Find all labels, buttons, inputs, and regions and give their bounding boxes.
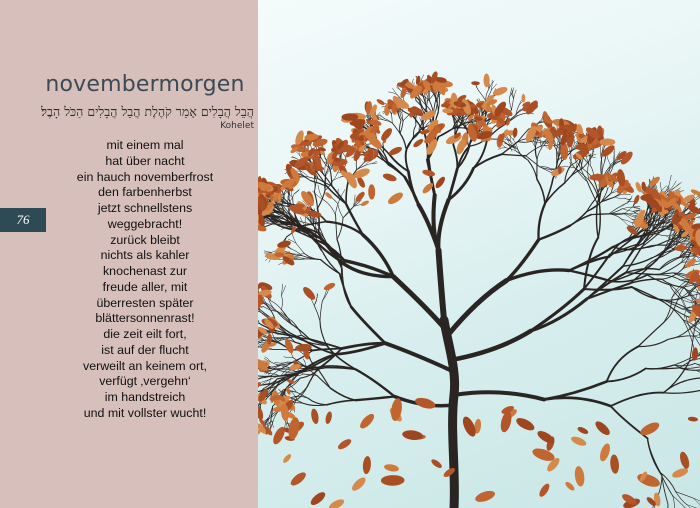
branch bbox=[438, 200, 448, 250]
poem-line: verfügt ‚vergehn‘ bbox=[99, 374, 191, 389]
branch bbox=[510, 97, 512, 110]
branch bbox=[330, 388, 355, 400]
branch bbox=[575, 168, 589, 180]
leaf bbox=[636, 471, 662, 489]
leaf bbox=[564, 480, 576, 492]
branch bbox=[438, 96, 439, 112]
branch bbox=[570, 212, 587, 226]
leaf bbox=[430, 458, 443, 470]
leaf bbox=[328, 497, 346, 508]
tree-photo bbox=[258, 0, 700, 508]
branch bbox=[676, 492, 694, 499]
branch bbox=[320, 301, 322, 321]
leaf bbox=[323, 281, 336, 291]
branch bbox=[587, 283, 630, 299]
branch bbox=[392, 114, 393, 123]
branch bbox=[589, 152, 590, 164]
branch bbox=[406, 137, 413, 150]
poem-line: blättersonnenrast! bbox=[95, 311, 195, 326]
leaf bbox=[483, 73, 489, 87]
epigraph-attribution: Kohelet bbox=[220, 121, 254, 131]
branch bbox=[271, 301, 282, 310]
branch bbox=[313, 349, 342, 351]
branch bbox=[336, 215, 337, 239]
poem-line: hat über nacht bbox=[105, 153, 185, 168]
poem-line: knochenast zur bbox=[102, 264, 188, 278]
tree-trunk bbox=[444, 320, 455, 508]
leaf bbox=[474, 489, 496, 504]
branch bbox=[294, 190, 299, 194]
leaf bbox=[434, 175, 447, 189]
branch bbox=[528, 160, 537, 179]
branch bbox=[292, 233, 296, 243]
branch bbox=[384, 119, 392, 124]
branch bbox=[491, 80, 492, 90]
branch bbox=[308, 398, 327, 405]
branch bbox=[356, 397, 395, 401]
leaf bbox=[577, 426, 590, 436]
branch bbox=[327, 400, 356, 405]
leaf bbox=[289, 470, 308, 488]
branch bbox=[512, 99, 514, 110]
poem-line: nichts als kahler bbox=[100, 248, 190, 263]
poem-line: weggebracht! bbox=[107, 216, 183, 231]
branch bbox=[392, 123, 400, 134]
poem-line: verweilt an keinem ort, bbox=[83, 358, 207, 373]
branch bbox=[663, 296, 688, 300]
branch bbox=[539, 226, 570, 240]
branch bbox=[534, 138, 544, 142]
branch bbox=[278, 203, 284, 208]
branch bbox=[622, 219, 632, 223]
leaf bbox=[521, 94, 525, 103]
branch bbox=[385, 343, 450, 370]
leaf bbox=[309, 490, 328, 507]
left-page bbox=[0, 0, 258, 508]
branch bbox=[540, 167, 551, 173]
branch bbox=[694, 498, 700, 503]
leaf bbox=[282, 453, 293, 464]
leaf bbox=[382, 172, 397, 182]
branch bbox=[611, 393, 664, 407]
leaf bbox=[609, 454, 619, 474]
branch bbox=[545, 178, 553, 204]
branch bbox=[314, 305, 320, 321]
branch bbox=[517, 113, 526, 116]
leaf bbox=[310, 408, 320, 425]
leaf bbox=[258, 407, 264, 421]
hebrew-epigraph: הֲבֵל הֲבָלִים אָמַר קֹהֶלֶת הֲבֵל הֲבָלִים הַכֹּל הָבֶל׃ bbox=[41, 104, 254, 119]
leaf bbox=[358, 412, 377, 431]
leaf bbox=[412, 137, 425, 148]
branch bbox=[598, 202, 600, 238]
poem-line: zurück bleibt bbox=[110, 232, 180, 247]
branch bbox=[498, 148, 505, 150]
branch bbox=[659, 258, 679, 270]
leaf bbox=[350, 475, 368, 493]
branch bbox=[318, 190, 326, 208]
branch bbox=[291, 157, 297, 159]
branch bbox=[258, 347, 260, 351]
leaf bbox=[574, 465, 586, 487]
branch bbox=[609, 207, 620, 214]
leaf bbox=[368, 184, 375, 200]
branch bbox=[622, 219, 629, 226]
branch bbox=[451, 331, 531, 360]
branch bbox=[314, 180, 315, 192]
branch bbox=[580, 166, 588, 182]
branch bbox=[666, 504, 668, 508]
poem-title: novembermorgen bbox=[45, 72, 245, 97]
branch bbox=[405, 177, 419, 205]
branch bbox=[290, 194, 294, 201]
branch bbox=[688, 336, 700, 339]
poem-line: freude aller, mit bbox=[102, 279, 188, 294]
poem-line: ist auf der flucht bbox=[101, 342, 189, 357]
leaf bbox=[362, 456, 372, 475]
branch bbox=[393, 88, 398, 94]
leaf bbox=[383, 463, 399, 473]
leaf bbox=[336, 437, 352, 451]
branch bbox=[313, 191, 324, 200]
branch bbox=[333, 177, 340, 181]
branch bbox=[514, 90, 517, 99]
branch bbox=[284, 357, 293, 358]
branch bbox=[597, 203, 599, 237]
leaf bbox=[376, 98, 386, 106]
branch bbox=[453, 145, 457, 169]
branch bbox=[662, 475, 668, 504]
leaf bbox=[598, 442, 612, 462]
poem-line: jetzt schnellstens bbox=[97, 201, 193, 215]
poem-line: den farbenherbst bbox=[98, 185, 192, 200]
poem-line: ein hauch novemberfrost bbox=[76, 169, 214, 184]
leaf bbox=[324, 411, 333, 425]
branch bbox=[403, 115, 409, 121]
leaf bbox=[360, 199, 370, 207]
branch bbox=[588, 164, 589, 181]
leaf bbox=[386, 190, 405, 206]
leaf bbox=[301, 285, 317, 302]
branch bbox=[258, 314, 260, 323]
branch bbox=[323, 200, 335, 216]
leaf bbox=[537, 482, 551, 498]
branch bbox=[340, 274, 352, 307]
branch bbox=[454, 392, 544, 399]
branch bbox=[664, 378, 700, 393]
leaf bbox=[471, 81, 480, 85]
branch bbox=[439, 250, 445, 320]
leaf bbox=[514, 416, 536, 433]
branch bbox=[537, 179, 545, 204]
branch bbox=[281, 295, 282, 309]
branch bbox=[673, 496, 675, 508]
branch bbox=[518, 141, 533, 142]
branch bbox=[264, 252, 271, 253]
leaf bbox=[414, 396, 437, 411]
branch bbox=[648, 438, 662, 475]
branch bbox=[537, 148, 542, 160]
branch bbox=[406, 150, 409, 172]
poem-body bbox=[0, 138, 290, 422]
branch bbox=[615, 197, 625, 198]
branch bbox=[628, 196, 633, 202]
branch bbox=[337, 218, 343, 240]
branch bbox=[664, 389, 700, 394]
tree-illustration bbox=[258, 0, 700, 508]
branch bbox=[264, 251, 271, 253]
branch bbox=[538, 204, 544, 240]
branch bbox=[448, 281, 507, 336]
branch bbox=[648, 438, 660, 472]
branch bbox=[633, 206, 641, 207]
branch bbox=[356, 370, 395, 397]
poem-line: überresten später bbox=[96, 295, 194, 310]
leaf bbox=[593, 419, 612, 437]
poem-line: und mit vollster wucht! bbox=[83, 405, 207, 420]
branch bbox=[624, 194, 631, 195]
leaf bbox=[688, 416, 699, 422]
branch bbox=[696, 370, 700, 374]
branch bbox=[660, 472, 673, 496]
leaf bbox=[570, 435, 588, 448]
poem-line: im handstreich bbox=[104, 390, 186, 404]
branch bbox=[584, 287, 632, 290]
branch bbox=[531, 289, 584, 331]
leaf bbox=[381, 475, 405, 486]
branch bbox=[338, 204, 343, 218]
branch bbox=[281, 312, 292, 321]
leaf bbox=[512, 127, 518, 137]
leaf bbox=[599, 139, 615, 146]
branch bbox=[545, 183, 565, 204]
leaf bbox=[638, 420, 661, 438]
branch bbox=[295, 396, 308, 398]
poem-line: mit einem mal bbox=[106, 138, 184, 152]
branch bbox=[624, 198, 630, 199]
branch bbox=[346, 182, 348, 204]
leaf bbox=[678, 451, 691, 470]
leaf bbox=[379, 126, 394, 142]
poem-line: die zeit eilt fort, bbox=[103, 327, 187, 341]
branch bbox=[526, 146, 542, 156]
branch bbox=[628, 198, 632, 203]
page-number-tab: 76 bbox=[0, 208, 46, 232]
tree-leaves bbox=[258, 71, 700, 508]
branch bbox=[351, 307, 385, 343]
